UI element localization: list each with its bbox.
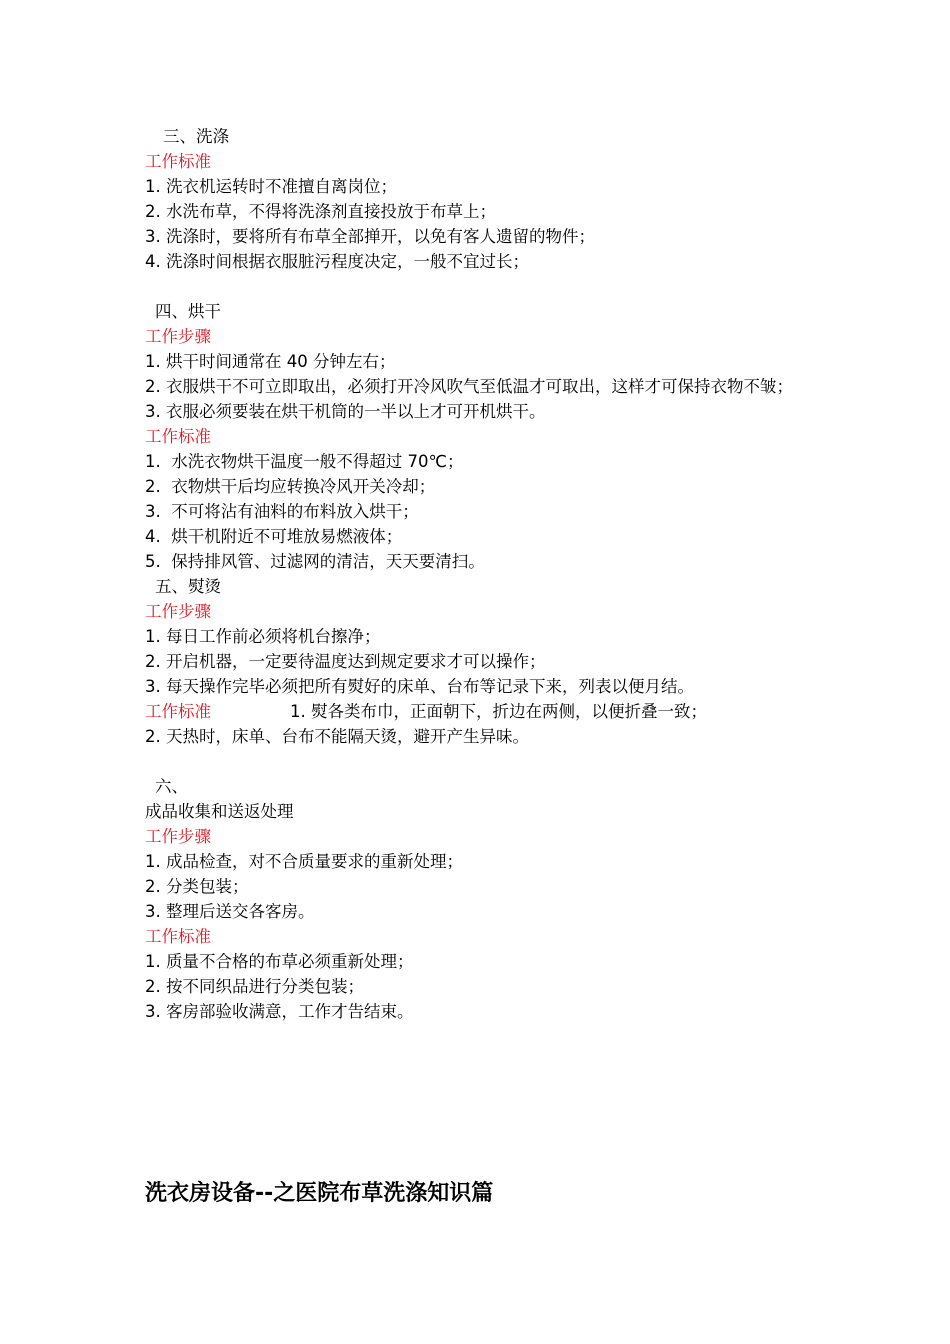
list-item: 2. 水洗布草，不得将洗涤剂直接投放于布草上；	[145, 202, 496, 221]
list-item: 2. 按不同织品进行分类包装；	[145, 977, 364, 996]
list-item: 4. 洗涤时间根据衣服脏污程度决定，一般不宜过长；	[145, 252, 529, 271]
steps-label: 工作步骤	[145, 602, 211, 621]
standard-label: 工作标准	[145, 152, 211, 171]
list-item: 2. 分类包装；	[145, 877, 249, 896]
list-item: 3. 洗涤时，要将所有布草全部掸开，以免有客人遗留的物件；	[145, 227, 595, 246]
section-heading: 三、洗涤	[163, 127, 229, 146]
list-item: 1. 每日工作前必须将机台擦净；	[145, 627, 381, 646]
list-item: 3. 每天操作完毕必须把所有熨好的床单、台布等记录下来，列表以便月结。	[145, 677, 694, 696]
section-dry	[145, 299, 845, 574]
spacer	[145, 749, 845, 774]
section-subheading: 成品收集和送返处理	[145, 802, 294, 821]
list-item: 5. 保持排风管、过滤网的清洁，天天要清扫。	[145, 552, 485, 571]
section-heading: 四、烘干	[155, 302, 221, 321]
document-body	[145, 124, 845, 1024]
steps-label: 工作步骤	[145, 327, 211, 346]
list-item: 1. 熨各类布巾，正面朝下，折边在两侧，以便折叠一致；	[290, 702, 707, 721]
list-item: 1. 洗衣机运转时不准擅自离岗位；	[145, 177, 397, 196]
standard-label: 工作标准	[145, 702, 211, 721]
list-item: 1. 质量不合格的布草必须重新处理；	[145, 952, 414, 971]
list-item: 3. 不可将沾有油料的布料放入烘干；	[145, 502, 419, 521]
list-item: 2. 天热时，床单、台布不能隔天烫，避开产生异味。	[145, 727, 529, 746]
list-item: 2. 开启机器，一定要待温度达到规定要求才可以操作；	[145, 652, 546, 671]
section-finish	[145, 774, 845, 1024]
list-item: 2. 衣物烘干后均应转换冷风开关冷却；	[145, 477, 436, 496]
list-item: 3. 衣服必须要装在烘干机筒的一半以上才可开机烘干。	[145, 402, 546, 421]
list-item: 1. 水洗衣物烘干温度一般不得超过 70℃；	[145, 452, 464, 471]
list-item: 3. 整理后送交各客房。	[145, 902, 315, 921]
footer-title: 洗衣房设备--之医院布草洗涤知识篇	[145, 1181, 494, 1206]
section-iron	[145, 574, 845, 749]
section-wash	[145, 124, 845, 274]
list-item: 1. 成品检查，对不合质量要求的重新处理；	[145, 852, 463, 871]
standard-label: 工作标准	[145, 427, 211, 446]
list-item: 2. 衣服烘干不可立即取出，必须打开冷风吹气至低温才可取出，这样才可保持衣物不皱；	[145, 377, 793, 396]
section-heading: 五、熨烫	[155, 577, 221, 596]
steps-label: 工作步骤	[145, 827, 211, 846]
list-item: 1. 烘干时间通常在 40 分钟左右；	[145, 352, 396, 371]
standard-label: 工作标准	[145, 927, 211, 946]
spacer	[145, 274, 845, 299]
list-item: 4. 烘干机附近不可堆放易燃液体；	[145, 527, 403, 546]
standard-row	[145, 699, 845, 724]
list-item: 3. 客房部验收满意，工作才告结束。	[145, 1002, 414, 1021]
section-heading: 六、	[155, 777, 188, 796]
